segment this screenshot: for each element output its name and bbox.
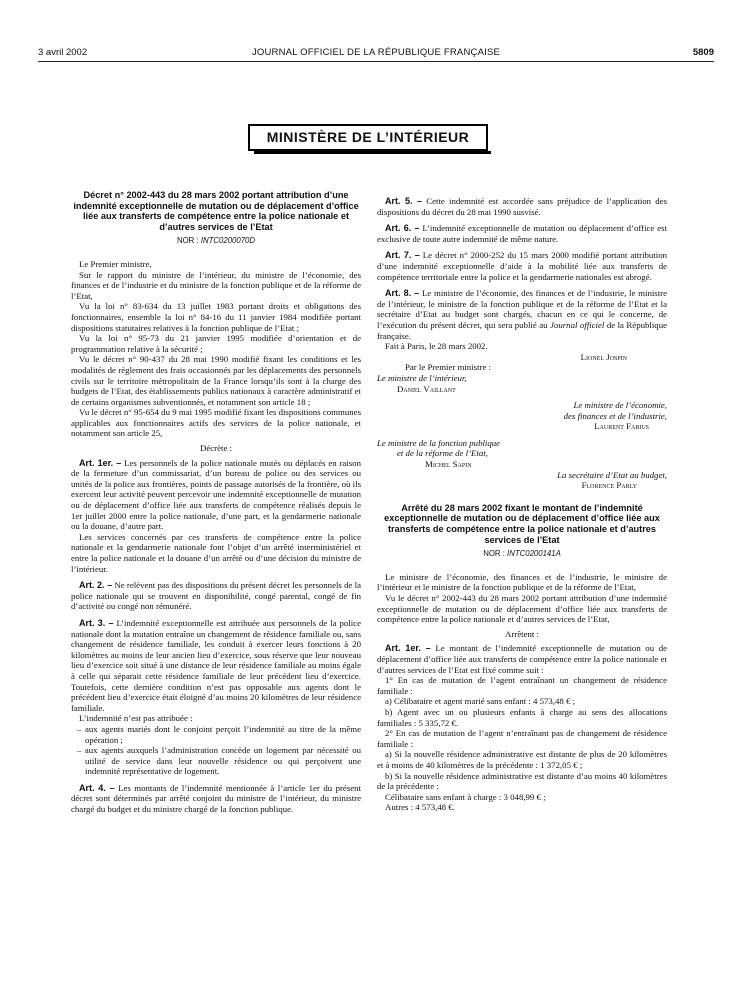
- article-2-text: Ne relèvent pas des dispositions du présent décret les personnels de la police nationale qui se trouvent en disponibilité, congé parental, congé de fin d’activité ou congé non rémunéré.: [71, 580, 362, 612]
- right-column: [377, 190, 667, 813]
- nor-code: INTC0200070D: [200, 236, 256, 246]
- min-int-title-text: Le ministre de l’intérieur,: [377, 372, 467, 383]
- case-2b-2: Autres : 4 573,48 €.: [385, 802, 455, 813]
- left-column: [71, 190, 361, 815]
- issue-date: 3 avril 2002: [38, 47, 88, 58]
- article-1-label: Art. 1er. –: [79, 457, 122, 468]
- nor-label: NOR :: [176, 236, 199, 246]
- case-1a: a) Célibataire et agent marié sans enfant : 4 573,48 € ;: [385, 696, 576, 707]
- min-int-title: [377, 373, 667, 384]
- article-6-text: L’indemnité exceptionnelle de mutation ou déplacement d’office est exclusive de toute autre indemnité de même nature.: [377, 223, 668, 244]
- article-3-text: L’indemnité exceptionnelle est attribuée aux personnels de la police nationale dont la mutation entraîne un changement de résidence familiale ou, sans changement de résidence familiale, les conduit à exercer leurs fonctions à 20 kilomètres au moins de leur ancien lieu d’exercice, sous réserve que leur nouveau lieu d’exercice soit situé à une distance de leur résidence familiale au moins égale à celle qui séparait cette résidence familiale de leur précédent lieu d’exercice. Toutefois, cette dernière condition n’est pas opposable aux agents dont le précédent lieu d’exercice était éloigné d’au moins 20 kilomètres de leur résidence familiale.: [71, 617, 362, 713]
- article-7: [377, 250, 667, 282]
- article-8: [377, 288, 667, 341]
- arretent: Arrêtent :: [505, 628, 539, 639]
- article-4: [71, 783, 361, 815]
- article-5-text: Cette indemnité est accordée sans préjudice de l’application des dispositions du décret du 28 mai 1990 susvisé.: [377, 196, 668, 217]
- article-3-label: Art. 3. –: [79, 617, 114, 628]
- article-2: [71, 580, 361, 612]
- case-1: 1° En cas de mutation de l’agent entraînant un changement de résidence familiale :: [377, 675, 667, 696]
- page-number: 5809: [692, 47, 714, 58]
- min-int-name: Daniel Vaillant: [397, 383, 456, 394]
- arrete-article-1-label: Art. 1er. –: [385, 643, 431, 654]
- article-8-text-a: Le ministre de l’économie, des finances et de l’industrie, le ministre de l’intérieur, le ministre de la fonction publique et de la réforme de l’Etat et la secrétaire d’Etat au budget sont chargés, chacun en ce qui le concerne, de l’exécution du présent décret, qui sera publié au: [377, 288, 668, 330]
- sec-title: [377, 470, 667, 481]
- min-fp-title-2: [377, 448, 667, 459]
- case-1b: b) Agent avec un ou plusieurs enfants à charge au sens des allocations familiales : 5 335,72 €.: [377, 706, 667, 728]
- article-1-p2: Les services concernés par ces transferts de compétence entre la police nationale et la gendarmerie nationale font l’objet d’un arrêté interministériel et entre la police nationale et la douane d’un arrêté ou d’une décision du ministre de l’intérieur.: [71, 531, 361, 574]
- article-6: [377, 223, 667, 244]
- arrete-title: Arrêté du 28 mars 2002 fixant le montant de l’indemnité exceptionnelle de mutation ou de déplacement d’office liée aux transferts de compétence entre la police nationale et d’autres services de l’Etat: [384, 502, 660, 545]
- article-1-text: Les personnels de la police nationale mutés ou déplacés en raison de la fermeture d’un commissariat, d’un bureau de police ou des services ou unités de la police aux frontières, points de passage autorisés de la frontière, où ils exercent leur activité peuvent percevoir une indemnité exceptionnelle de mutation ou de déplacement d’office liée aux transferts de compétence réalisés depuis le 1er juillet 2000 entre la police nationale, d’une part, et la gendarmerie nationale ou la douane, d’autre part.: [71, 457, 361, 532]
- article-7-label: Art. 7. –: [385, 250, 420, 261]
- arrete-p1: Le ministre de l’économie, des finances et de l’industrie, le ministre de l’intérieur et le ministre de la fonction publique et de la réforme de l’Etat,: [377, 571, 667, 593]
- preamble-2: Vu la loi n° 83-634 du 13 juillet 1983 portant droits et obligations des fonctionnaires, ensemble la loi n° 84-16 du 11 janvier 1984 modifiée portant dispositions statutaires relatives à la fonction publique de l’Etat ;: [71, 301, 361, 333]
- article-6-label: Art. 6. –: [385, 223, 420, 234]
- min-eco-title-2: [377, 411, 667, 422]
- case-2a: a) Si la nouvelle résidence administrative est distante de plus de 20 kilomètres et à moins de 40 kilomètres de la précédente : 1 372,05 € ;: [377, 749, 667, 770]
- preamble-5: Vu le décret n° 95-654 du 9 mai 1995 modifié fixant les dispositions communes applicables aux fonctionnaires actifs des services de la police nationale, et notamment son article 25,: [71, 407, 361, 439]
- preamble-3: Vu la loi n° 95-73 du 21 janvier 1995 modifiée d’orientation et de programmation relative à la sécurité ;: [71, 333, 361, 354]
- par-pm: Par le Premier ministre :: [405, 362, 491, 373]
- article-7-text: Le décret n° 2000-252 du 15 mars 2000 modifié portant attribution d’une indemnité exceptionnelle d’aide à la mobilité liée aux transferts de compétence territoriale entre la police et la gendarmerie nationales est abrogé.: [377, 250, 667, 282]
- arrete-nor-label: NOR :: [483, 549, 505, 559]
- article-4-text: Les montants de l’indemnité mentionnée à l’article 1er du présent décret sont déterminés par arrêté conjoint du ministre de l’intérieur, du ministre chargé du budget et du ministre chargé de la fonction publique.: [71, 782, 362, 815]
- sec-name: Florence Parly: [581, 480, 637, 491]
- preamble-1: Sur le rapport du ministre de l’intérieur, du ministre de l’économie, des finances et de l’industrie et du ministre de la fonction publique et de la réforme de l’Etat,: [71, 269, 361, 301]
- min-eco-title-1: [377, 400, 667, 411]
- case-2b: b) Si la nouvelle résidence administrative est distante d’au moins 40 kilomètres de la précédente :: [377, 770, 667, 792]
- ministry-heading: MINISTÈRE DE L’INTÉRIEUR: [248, 124, 488, 151]
- article-5-label: Art. 5. –: [385, 196, 423, 206]
- article-3-bullet-2: – aux agents auxquels l’administration concède un logement par nécessité ou utilité de service dans leur nouvelle résidence ou qui perçoivent une indemnité représentative de logement.: [77, 745, 361, 777]
- signature-pm: Lionel Jospin: [580, 351, 627, 362]
- article-3: [71, 618, 361, 713]
- min-fp-title-1: [377, 438, 667, 449]
- article-5: [377, 196, 667, 217]
- decret-title: Décret n° 2002-443 du 28 mars 2002 portant attribution d’une indemnité exceptionnelle de mutation ou de déplacement d’office liée aux transferts de compétence entre la police nationale et d’autres services de l’Etat: [73, 190, 359, 232]
- page-header: [38, 47, 714, 62]
- arrete-nor-code: INTC0200141A: [507, 549, 561, 559]
- arrete-p2: Vu le décret n° 2002-443 du 28 mars 2002 portant attribution d’une indemnité exceptionnelle de mutation ou de déplacement d’office liée aux transferts de compétence entre la police nationale et d’autres services de l’Etat,: [377, 593, 667, 625]
- min-fp-title-1-text: Le ministre de la fonction publique: [377, 437, 501, 448]
- min-eco-title-1-text: Le ministre de l’économie,: [573, 400, 667, 411]
- case-2: 2° En cas de mutation de l’agent n’entraînant pas de changement de résidence familiale :: [377, 728, 667, 749]
- journal-title: JOURNAL OFFICIEL DE LA RÉPUBLIQUE FRANÇAISE: [251, 47, 501, 58]
- min-fp-name: Michel Sapin: [425, 459, 472, 470]
- min-eco-name: Laurent Fabius: [594, 421, 649, 432]
- arrete-nor: [377, 549, 667, 560]
- article-8-label: Art. 8. –: [385, 288, 420, 299]
- arrete-article-1-text: Le montant de l’indemnité exceptionnelle de mutation ou de déplacement d’office liée aux transferts de compétence entre la police nationale et d’autres services de l’Etat est fixé comme suit :: [377, 643, 667, 675]
- article-3-p2: L’indemnité n’est pas attribuée :: [79, 713, 193, 724]
- preamble-0: Le Premier ministre,: [79, 258, 152, 269]
- article-3-bullet-1: – aux agents mariés dont le conjoint perçoit l’indemnité au titre de la même opération ;: [77, 723, 361, 745]
- article-4-label: Art. 4. –: [79, 782, 115, 793]
- article-8-text-b: de la République française.: [377, 319, 667, 341]
- preamble-4: Vu le décret n° 90-437 du 28 mai 1990 modifié fixant les conditions et les modalités de règlement des frais occasionnés par les déplacements des personnels civils sur le territoire métropolitain de la France lorsqu’ils sont à la charge des budgets de l’Etat, des établissements publics nationaux à caractère administratif et de certains organismes subventionnés, et notamment son article 18 ;: [71, 354, 361, 407]
- journal-officiel-ref: Journal officiel: [550, 319, 605, 330]
- sec-title-text: La secrétaire d’Etat au budget,: [557, 469, 667, 480]
- min-eco-title-2-text: des finances et de l’industrie,: [563, 410, 667, 421]
- decret-nor: [71, 236, 361, 247]
- article-1: [71, 458, 361, 532]
- decrete: Décrète :: [200, 443, 232, 454]
- article-2-label: Art. 2. –: [79, 580, 113, 591]
- done-at: Fait à Paris, le 28 mars 2002.: [385, 341, 488, 352]
- min-fp-title-2-text: et de la réforme de l’Etat,: [397, 448, 488, 459]
- arrete-article-1: [377, 643, 667, 675]
- case-2b-1: Célibataire sans enfant à charge : 3 048,99 € ;: [385, 791, 546, 802]
